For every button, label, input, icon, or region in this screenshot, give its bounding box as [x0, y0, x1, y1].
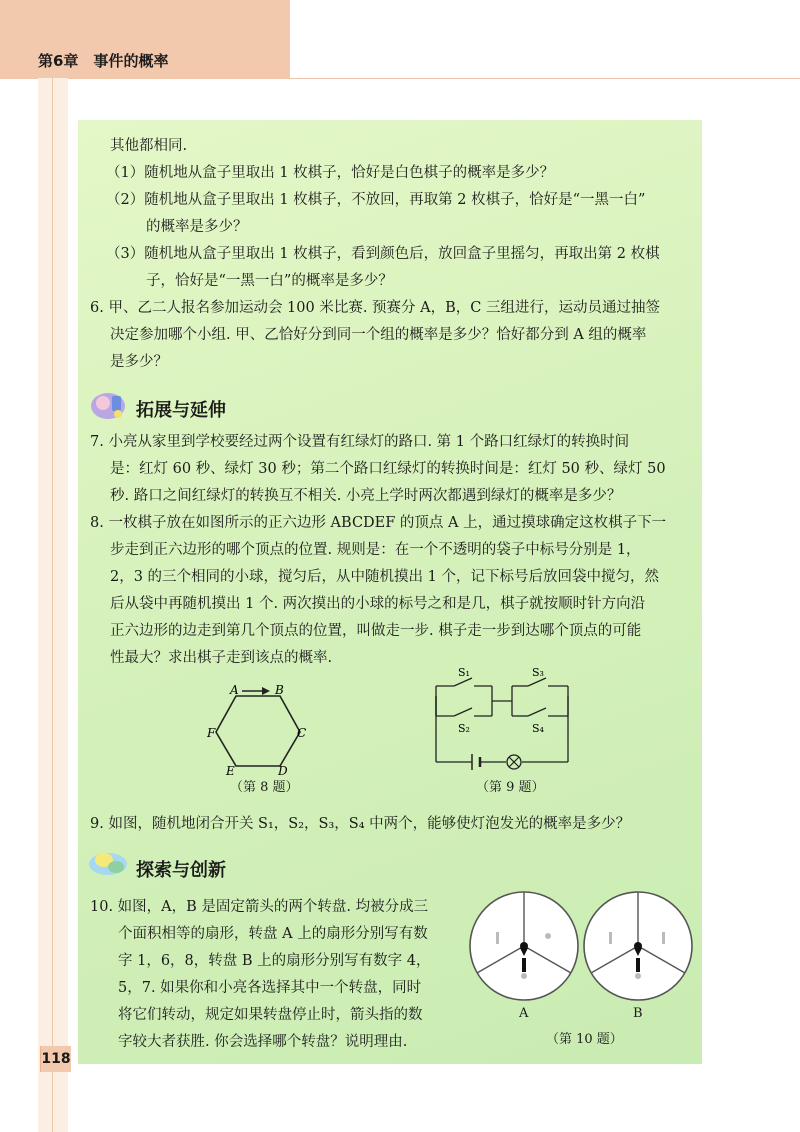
circuit-figure: [428, 664, 578, 772]
header-divider: [0, 78, 800, 79]
text-line: 是多少？: [110, 354, 168, 370]
chapter-title: 第6章 事件的概率: [38, 52, 169, 70]
text-line: 步走到正六边形的哪个顶点的位置. 规则是：在一个不透明的袋子中标号分别是 1，: [110, 542, 641, 558]
text-line: 是：红灯 60 秒、绿灯 30 秒；第二个路口红绿灯的转换时间是：红灯 50 秒、绿灯 50: [110, 461, 666, 477]
text-line: 字较大者获胜. 你会选择哪个转盘？说明理由.: [118, 1034, 408, 1050]
spinner-b-label: B: [633, 1006, 643, 1021]
switch-label-s3: S₃: [532, 666, 544, 679]
vertex-label-a: A: [230, 683, 239, 697]
figure-9-caption: （第 9 题）: [476, 780, 545, 795]
vertex-label-e: E: [226, 764, 235, 776]
text-line: （1）随机地从盒子里取出 1 枚棋子，恰好是白色棋子的概率是多少？: [106, 165, 555, 181]
switch-label-s2: S₂: [458, 722, 470, 735]
spinners-figure: [466, 884, 696, 1004]
text-line: 其他都相同.: [110, 138, 188, 154]
text-line: （3）随机地从盒子里取出 1 枚棋子，看到颜色后，放回盒子里摇匀，再取出第 2 枚棋: [106, 246, 660, 262]
figure-8-caption: （第 8 题）: [230, 780, 299, 795]
left-margin-strip: [38, 78, 68, 1132]
vertex-label-b: B: [275, 683, 284, 697]
vertex-label-f: F: [207, 726, 216, 740]
vertex-label-d: D: [278, 764, 288, 776]
page-number: 118: [40, 1046, 71, 1072]
figure-10-caption: （第 10 题）: [546, 1032, 623, 1047]
text-line: 2，3 的三个相同的小球，搅匀后，从中随机摸出 1 个，记下标号后放回袋中搅匀，然: [110, 569, 660, 585]
left-margin-line: [52, 78, 53, 1132]
text-line: 后从袋中再随机摸出 1 个. 两次摸出的小球的标号之和是几，棋子就按顺时针方向沿: [110, 596, 646, 612]
text-line: 个面积相等的扇形，转盘 A 上的扇形分别写有数: [118, 926, 428, 942]
switch-label-s1: S₁: [458, 666, 470, 679]
text-line: 将它们转动，规定如果转盘停止时，箭头指的数: [118, 1007, 423, 1023]
text-line: 正六边形的边走到第几个顶点的位置，叫做走一步. 棋子走一步到达哪个顶点的可能: [110, 623, 642, 639]
text-line: 10. 如图，A，B 是固定箭头的两个转盘. 均被分成三: [90, 899, 429, 915]
section-explore-icon: [86, 846, 132, 882]
section-extension-icon: [88, 388, 130, 426]
text-line: 决定参加哪个小组. 甲、乙恰好分到同一个组的概率是多少？恰好都分到 A 组的概率: [110, 327, 647, 343]
text-line: 9. 如图，随机地闭合开关 S₁，S₂，S₃，S₄ 中两个，能够使灯泡发光的概率是多少？: [90, 816, 631, 832]
switch-label-s4: S₄: [532, 722, 544, 735]
text-line: 5，7. 如果你和小亮各选择其中一个转盘，同时: [118, 980, 422, 996]
text-line: 字 1，6，8，转盘 B 上的扇形分别写有数字 4，: [118, 953, 431, 969]
text-line: 的概率是多少？: [146, 219, 248, 235]
text-line: 6. 甲、乙二人报名参加运动会 100 米比赛. 预赛分 A，B，C 三组进行，运动员通过抽签: [90, 300, 660, 316]
section-title: 探索与创新: [136, 860, 226, 881]
section-title: 拓展与延伸: [136, 400, 226, 421]
spinner-b: [584, 892, 692, 1000]
text-line: 子，恰好是“一黑一白”的概率是多少？: [146, 273, 393, 289]
text-line: 7. 小亮从家里到学校要经过两个设置有红绿灯的路口. 第 1 个路口红绿灯的转换时间: [90, 434, 630, 450]
text-line: 8. 一枚棋子放在如图所示的正六边形 ABCDEF 的顶点 A 上，通过摸球确定这枚棋子下一: [90, 515, 667, 531]
vertex-label-c: C: [297, 726, 307, 740]
hexagon-figure: [200, 680, 320, 776]
spinner-a-label: A: [519, 1006, 529, 1021]
text-line: 性最大？求出棋子走到该点的概率.: [110, 650, 333, 666]
text-line: 秒. 路口之间红绿灯的转换互不相关. 小亮上学时两次都遇到绿灯的概率是多少？: [110, 488, 622, 504]
text-line: （2）随机地从盒子里取出 1 枚棋子，不放回，再取第 2 枚棋子，恰好是“一黑一白”: [106, 192, 646, 208]
spinner-a: [470, 892, 578, 1000]
